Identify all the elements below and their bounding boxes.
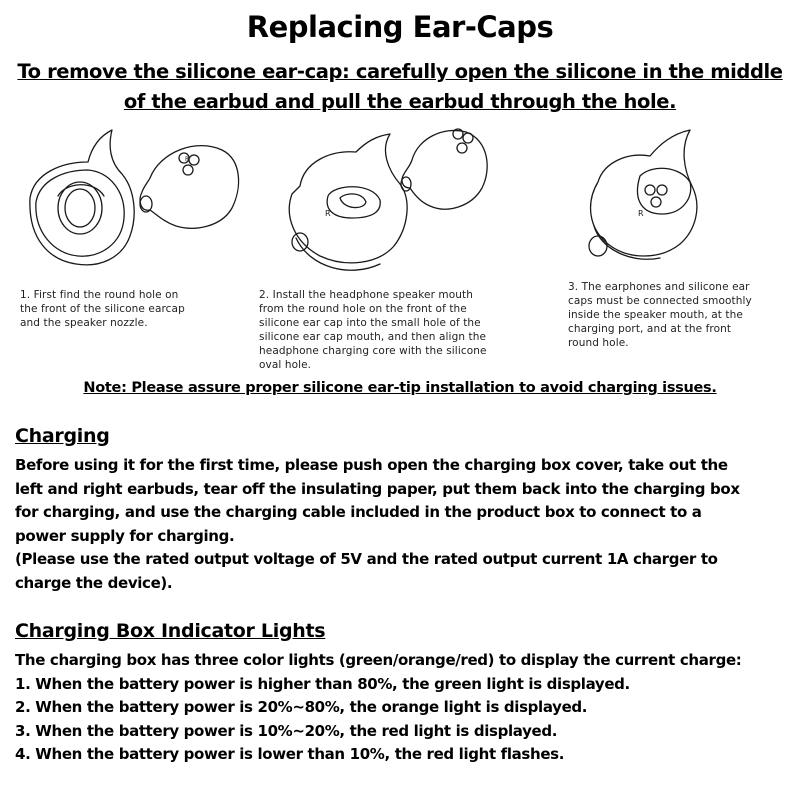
- removal-instructions-line: of the earbud and pull the earbud through the hole.: [123, 90, 677, 113]
- page-title: Replacing Ear-Caps: [246, 10, 554, 44]
- removal-instructions-line: To remove the silicone ear-cap: carefully open the silicone in the middle: [17, 60, 783, 83]
- indicator-line: 3. When the battery power is 10%~20%, the red light is displayed.: [15, 721, 558, 740]
- charging-line: power supply for charging.: [15, 526, 235, 545]
- installation-note: Note: Please assure proper silicone ear-tip installation to avoid charging issues.: [83, 380, 717, 396]
- indicator-line: 4. When the battery power is lower than 10%, the red light flashes.: [15, 745, 565, 763]
- charging-heading: Charging: [15, 425, 110, 447]
- indicator-text: [15, 649, 790, 767]
- charging-text: [15, 454, 790, 595]
- charging-line: Before using it for the first time, please push open the charging box cover, take out the: [15, 456, 728, 474]
- indicator-line: 1. When the battery power is higher than 80%, the green light is displayed.: [15, 674, 630, 693]
- charging-line: left and right earbuds, tear off the insulating paper, put them back into the charging box: [15, 479, 740, 498]
- svg-text:R: R: [185, 156, 190, 163]
- removal-instructions: [10, 57, 790, 117]
- step-1-caption: 1. First find the round hole on the front of the silicone earcap and the speaker nozzle.: [20, 289, 185, 329]
- indicator-line: 2. When the battery power is 20%~80%, the orange light is displayed.: [15, 698, 588, 716]
- indicator-line: The charging box has three color lights (green/orange/red) to display the current charge:: [15, 651, 742, 669]
- earbud-icon: [140, 146, 239, 229]
- indicator-heading: Charging Box Indicator Lights: [15, 620, 326, 642]
- charging-line: charge the device).: [15, 573, 173, 592]
- charging-line: for charging, and use the charging cable included in the product box to connect to a: [15, 503, 702, 521]
- earcap-silicone-icon: [30, 130, 134, 265]
- step-2-caption: 2. Install the headphone speaker mouth from the round hole on the front of the silicone ear cap into the small hole of the silicone ear cap mouth, and then align the headphone charging core with the silicone oval hole.: [259, 289, 487, 371]
- svg-text:R: R: [325, 209, 331, 218]
- svg-text:R: R: [638, 209, 644, 218]
- charging-line: (Please use the rated output voltage of 5V and the rated output current 1A charger to: [15, 550, 718, 568]
- step-3-caption: 3. The earphones and silicone ear caps must be connected smoothly inside the speaker mouth, at the charging port, and at the front round hole.: [568, 281, 752, 349]
- earcap-installing-icon: [289, 129, 487, 270]
- earcap-installed-icon: [589, 130, 697, 259]
